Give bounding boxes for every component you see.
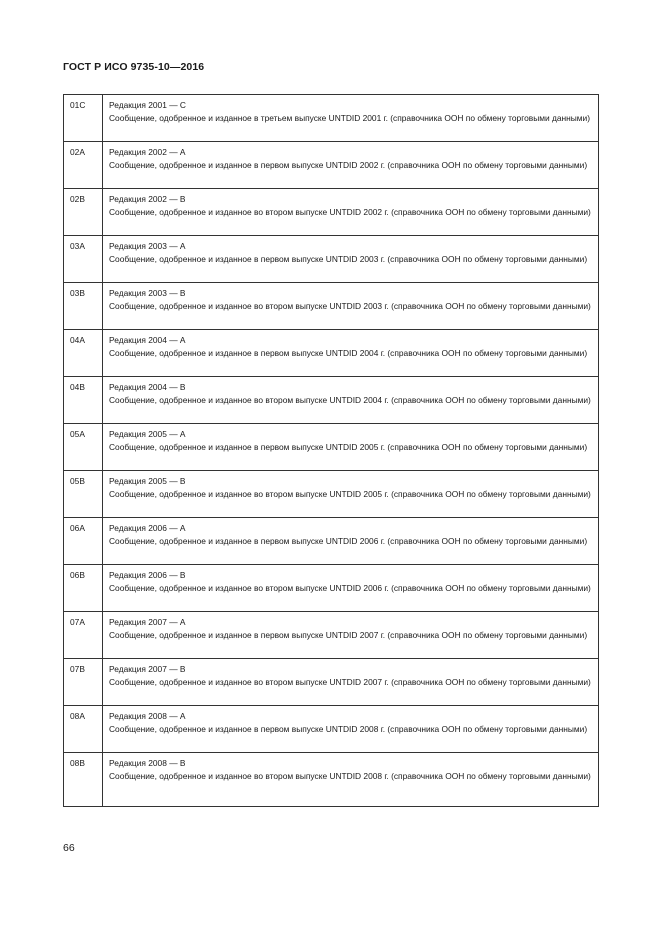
row-description: Сообщение, одобренное и изданное во втором выпуске UNTDID 2003 г. (справочника ООН по обмену торговыми данными) bbox=[109, 301, 591, 312]
row-code: 08B bbox=[64, 753, 103, 807]
row-description-cell bbox=[103, 189, 599, 236]
row-revision: Редакция 2008 — A bbox=[109, 711, 186, 721]
row-description-cell bbox=[103, 95, 599, 142]
row-description: Сообщение, одобренное и изданное во втором выпуске UNTDID 2006 г. (справочника ООН по обмену торговыми данными) bbox=[109, 583, 591, 594]
row-description-cell bbox=[103, 612, 599, 659]
row-revision: Редакция 2006 — B bbox=[109, 570, 186, 580]
page-number: 66 bbox=[63, 842, 75, 854]
row-code: 04A bbox=[64, 330, 103, 377]
row-description-cell bbox=[103, 471, 599, 518]
table-row bbox=[64, 518, 599, 565]
row-description-cell bbox=[103, 142, 599, 189]
row-revision: Редакция 2005 — A bbox=[109, 429, 186, 439]
table-row bbox=[64, 95, 599, 142]
table-row bbox=[64, 659, 599, 706]
row-revision: Редакция 2006 — A bbox=[109, 523, 186, 533]
row-description: Сообщение, одобренное и изданное в первом выпуске UNTDID 2003 г. (справочника ООН по обмену торговыми данными) bbox=[109, 254, 588, 265]
row-description: Сообщение, одобренное и изданное в первом выпуске UNTDID 2002 г. (справочника ООН по обмену торговыми данными) bbox=[109, 160, 588, 171]
row-description: Сообщение, одобренное и изданное в первом выпуске UNTDID 2008 г. (справочника ООН по обмену торговыми данными) bbox=[109, 724, 588, 735]
row-description: Сообщение, одобренное и изданное в первом выпуске UNTDID 2004 г. (справочника ООН по обмену торговыми данными) bbox=[109, 348, 588, 359]
row-revision: Редакция 2004 — A bbox=[109, 335, 186, 345]
row-code: 02A bbox=[64, 142, 103, 189]
table-row bbox=[64, 283, 599, 330]
row-code: 04B bbox=[64, 377, 103, 424]
row-description-cell bbox=[103, 753, 599, 807]
row-description-cell bbox=[103, 659, 599, 706]
row-code: 08A bbox=[64, 706, 103, 753]
row-description: Сообщение, одобренное и изданное во втором выпуске UNTDID 2005 г. (справочника ООН по обмену торговыми данными) bbox=[109, 489, 591, 500]
row-description-cell bbox=[103, 377, 599, 424]
row-code: 01C bbox=[64, 95, 103, 142]
table-row bbox=[64, 424, 599, 471]
row-code: 07B bbox=[64, 659, 103, 706]
row-description-cell bbox=[103, 424, 599, 471]
row-revision: Редакция 2002 — A bbox=[109, 147, 186, 157]
row-code: 07A bbox=[64, 612, 103, 659]
row-revision: Редакция 2004 — B bbox=[109, 382, 186, 392]
row-description: Сообщение, одобренное и изданное в первом выпуске UNTDID 2007 г. (справочника ООН по обмену торговыми данными) bbox=[109, 630, 588, 641]
row-description: Сообщение, одобренное и изданное в первом выпуске UNTDID 2005 г. (справочника ООН по обмену торговыми данными) bbox=[109, 442, 588, 453]
row-description-cell bbox=[103, 330, 599, 377]
table-row bbox=[64, 706, 599, 753]
row-description: Сообщение, одобренное и изданное во втором выпуске UNTDID 2002 г. (справочника ООН по обмену торговыми данными) bbox=[109, 207, 591, 218]
row-revision: Редакция 2001 — C bbox=[109, 100, 186, 110]
row-code: 06B bbox=[64, 565, 103, 612]
row-revision: Редакция 2003 — B bbox=[109, 288, 186, 298]
table-row bbox=[64, 142, 599, 189]
row-revision: Редакция 2002 — B bbox=[109, 194, 186, 204]
table-row bbox=[64, 612, 599, 659]
table-row bbox=[64, 753, 599, 807]
row-description: Сообщение, одобренное и изданное во втором выпуске UNTDID 2008 г. (справочника ООН по обмену торговыми данными) bbox=[109, 771, 591, 782]
table-row bbox=[64, 236, 599, 283]
row-code: 03B bbox=[64, 283, 103, 330]
table-row bbox=[64, 377, 599, 424]
row-code: 05B bbox=[64, 471, 103, 518]
row-description: Сообщение, одобренное и изданное в третьем выпуске UNTDID 2001 г. (справочника ООН по обмену торговыми данными) bbox=[109, 113, 591, 124]
row-code: 06A bbox=[64, 518, 103, 565]
row-description-cell bbox=[103, 283, 599, 330]
row-description: Сообщение, одобренное и изданное во втором выпуске UNTDID 2004 г. (справочника ООН по обмену торговыми данными) bbox=[109, 395, 591, 406]
row-description-cell bbox=[103, 518, 599, 565]
row-description-cell bbox=[103, 236, 599, 283]
row-code: 02B bbox=[64, 189, 103, 236]
row-revision: Редакция 2007 — B bbox=[109, 664, 186, 674]
row-description: Сообщение, одобренное и изданное в первом выпуске UNTDID 2006 г. (справочника ООН по обмену торговыми данными) bbox=[109, 536, 588, 547]
row-code: 05A bbox=[64, 424, 103, 471]
row-description-cell bbox=[103, 565, 599, 612]
table-row bbox=[64, 330, 599, 377]
table-row bbox=[64, 189, 599, 236]
row-revision: Редакция 2005 — B bbox=[109, 476, 186, 486]
row-description-cell bbox=[103, 706, 599, 753]
revision-codes-table bbox=[63, 94, 599, 807]
table-row bbox=[64, 565, 599, 612]
row-revision: Редакция 2008 — B bbox=[109, 758, 186, 768]
row-revision: Редакция 2007 — A bbox=[109, 617, 186, 627]
row-revision: Редакция 2003 — A bbox=[109, 241, 186, 251]
row-description: Сообщение, одобренное и изданное во втором выпуске UNTDID 2007 г. (справочника ООН по обмену торговыми данными) bbox=[109, 677, 591, 688]
document-header: ГОСТ Р ИСО 9735-10—2016 bbox=[63, 61, 205, 73]
table-row bbox=[64, 471, 599, 518]
row-code: 03A bbox=[64, 236, 103, 283]
